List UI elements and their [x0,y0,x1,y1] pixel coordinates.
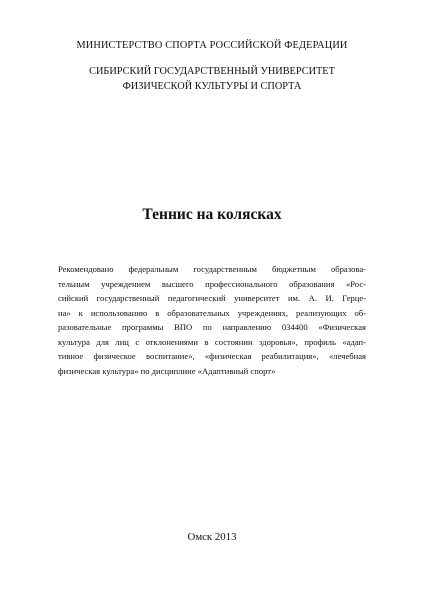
university-name-line-1: СИБИРСКИЙ ГОСУДАРСТВЕННЫЙ УНИВЕРСИТЕТ [89,66,335,77]
place-and-year: Омск 2013 [187,531,237,543]
recommendation-line: физическая культура» по дисциплине «Адаптивный спорт» [58,365,276,376]
recommendation-line: тельным учреждением высшего профессионального образования «Рос- [58,278,366,289]
recommendation-text [58,262,366,378]
recommendation-line: сийский государственный педагогический университет им. А. И. Герце- [58,293,366,304]
recommendation-line: культура для лиц с отклонениями в состоянии здоровья», профиль «адап- [58,336,366,347]
recommendation-line: на» к использованию в образовательных учреждениях, реализующих об- [58,307,366,318]
recommendation-line: тивное физическое воспитание», «физическая реабилитация», «лечебная [58,351,366,362]
document-title: Теннис на колясках [142,206,282,223]
ministry-heading: МИНИСТЕРСТВО СПОРТА РОССИЙСКОЙ ФЕДЕРАЦИИ [76,40,348,51]
recommendation-line: разовательные программы ВПО по направлению 034400 «Физическая [58,322,366,333]
university-name-line-2: ФИЗИЧЕСКОЙ КУЛЬТУРЫ И СПОРТА [122,81,302,92]
recommendation-line: Рекомендовано федеральным государственным бюджетным образова- [58,264,366,274]
